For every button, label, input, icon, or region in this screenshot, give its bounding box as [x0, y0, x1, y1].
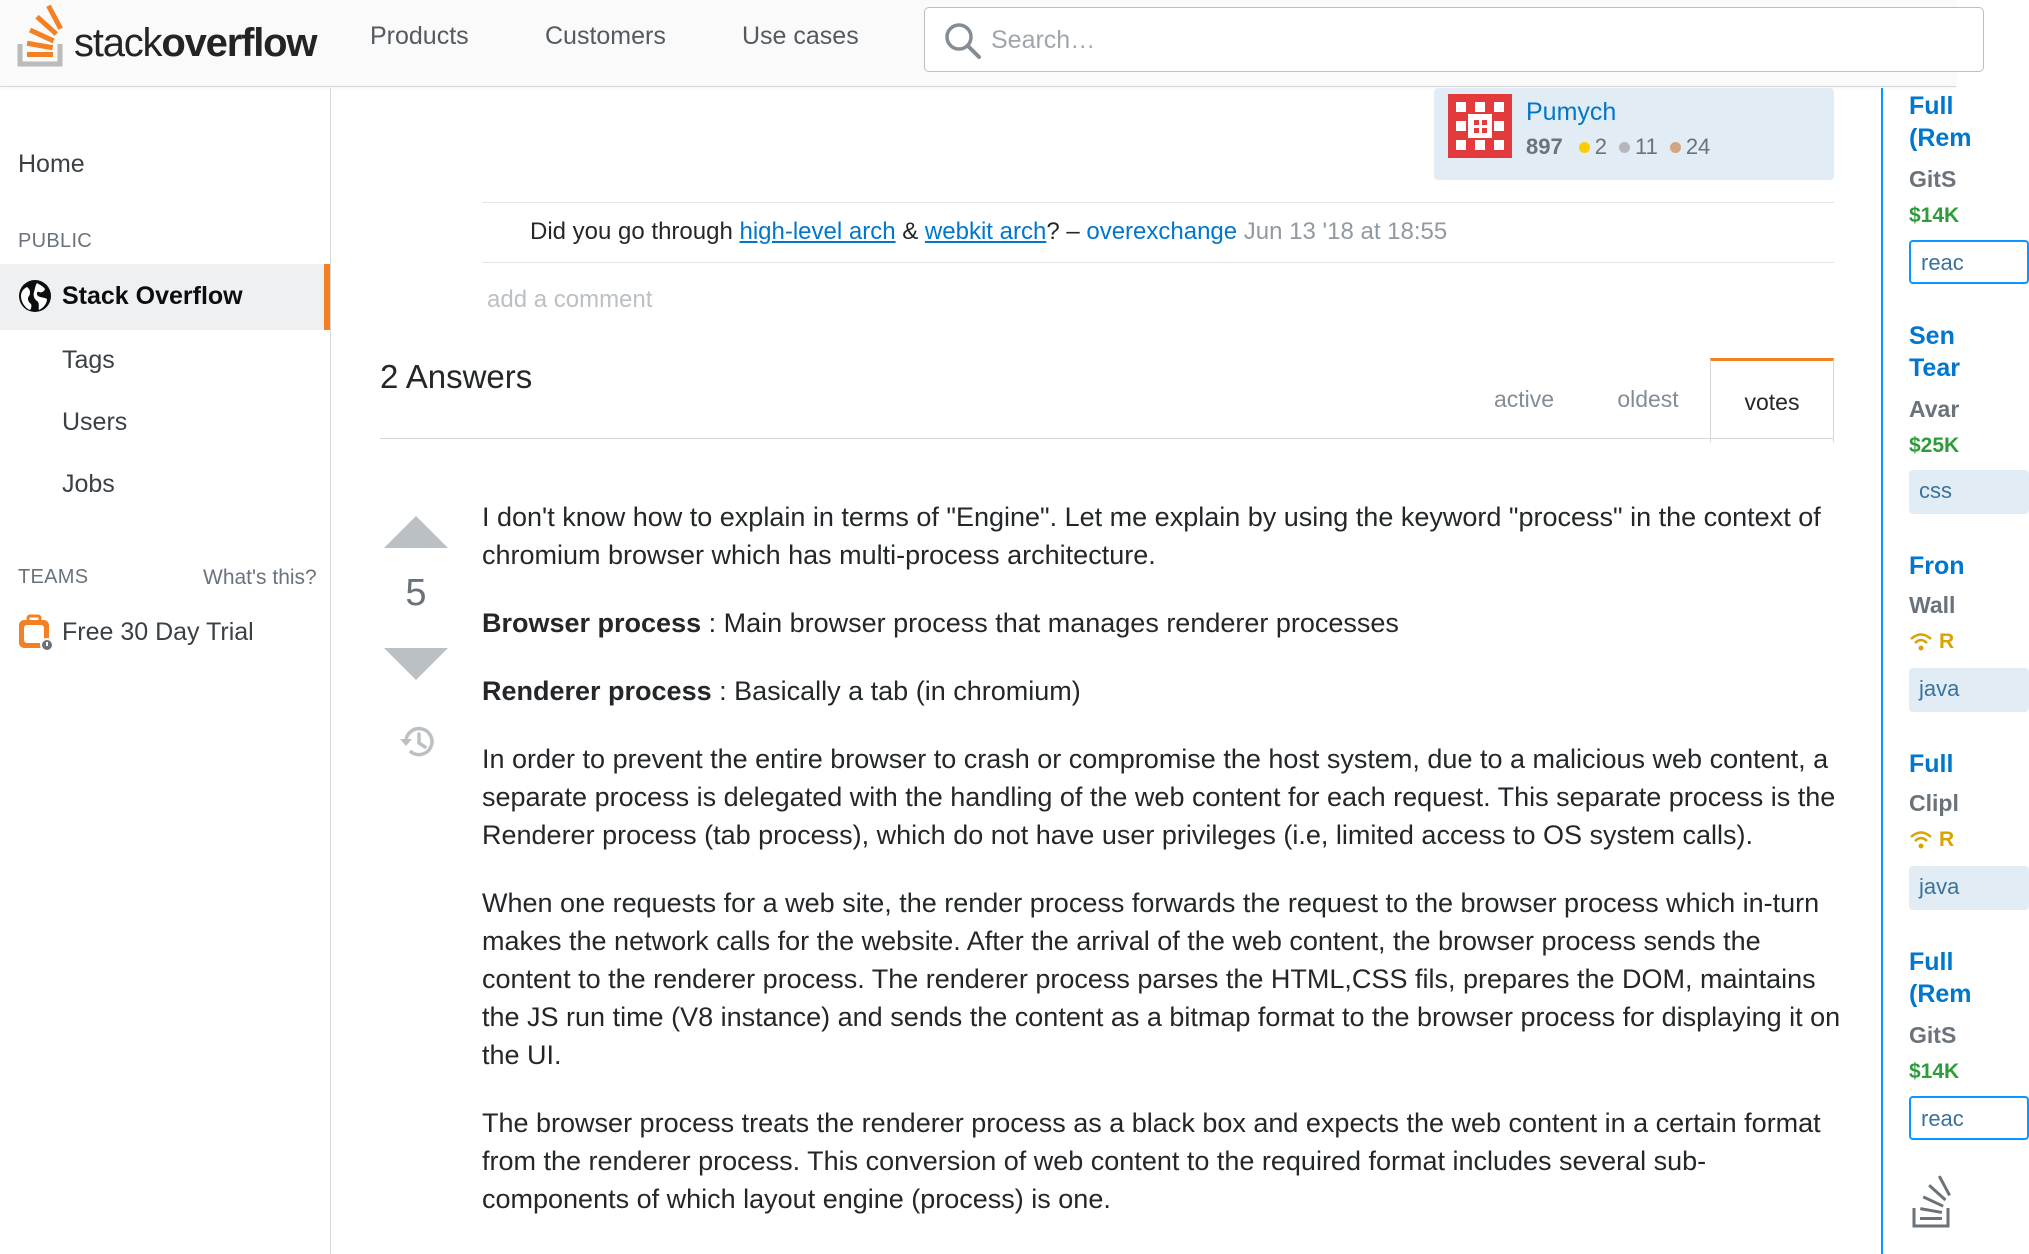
search-input[interactable]	[991, 18, 1891, 62]
job-salary: $25K	[1909, 434, 1960, 457]
silver-badge-count: 11	[1634, 134, 1658, 159]
job-title-link[interactable]: Full	[1909, 92, 1954, 120]
wifi-icon	[1909, 830, 1933, 850]
downvote-arrow-icon[interactable]	[384, 648, 448, 680]
teams-section-header: TEAMS	[18, 566, 89, 588]
renderer-process-label: Renderer process	[482, 676, 712, 706]
user-avatar[interactable]	[1448, 94, 1512, 158]
job-title-link[interactable]: Full	[1909, 750, 1954, 778]
answers-count-header: 2 Answers	[380, 358, 533, 395]
search-icon	[943, 21, 983, 61]
nav-jobs[interactable]: Jobs	[62, 470, 115, 498]
gold-badge-count: 2	[1594, 134, 1607, 159]
question-comment	[530, 218, 1447, 246]
stackoverflow-logo[interactable]	[16, 6, 326, 68]
user-reputation: 897	[1526, 134, 1563, 159]
job-company: GitS	[1909, 1022, 1957, 1048]
free-trial-link[interactable]: Free 30 Day Trial	[62, 618, 254, 646]
job-title-link[interactable]: Tear	[1909, 354, 1960, 382]
nav-stack-overflow[interactable]	[0, 264, 330, 330]
stackoverflow-logo-icon	[16, 6, 68, 68]
webkit-arch-link[interactable]: webkit arch	[924, 218, 1047, 245]
job-title-link[interactable]: Fron	[1909, 552, 1965, 580]
main-content	[332, 88, 1882, 1254]
job-remote-label: R	[1939, 630, 1955, 653]
nav-use-cases[interactable]: Use cases	[742, 22, 859, 50]
vote-count: 5	[405, 572, 427, 614]
job-tag[interactable]: css	[1909, 470, 2029, 514]
comment-user-link[interactable]: overexchange	[1086, 218, 1238, 245]
comment-text-joiner: &	[895, 218, 925, 245]
browser-process-text: : Main browser process that manages renderer processes	[701, 608, 1399, 638]
tab-active[interactable]: active	[1493, 386, 1555, 412]
question-owner-card	[1434, 88, 1834, 180]
add-comment-link[interactable]: add a comment	[487, 286, 653, 313]
tab-oldest[interactable]: oldest	[1617, 386, 1679, 412]
job-remote	[1909, 828, 1954, 852]
job-company: Clipl	[1909, 790, 1959, 816]
job-salary: $14K	[1909, 1060, 1960, 1083]
answer-paragraph: When one requests for a web site, the render process forwards the request to the browser process which in-turn makes the network calls for the website. After the arrival of the web content, the browser process sends the content to the renderer process. The renderer process parses the HTML,CSS fils, prepares the DOM, maintains the JS run time (V8 instance) and sends the content as a bitmap format to the browser process for displaying it on the UI.	[482, 888, 1841, 1070]
comment-date: Jun 13 '18 at 18:55	[1243, 218, 1448, 245]
job-tag[interactable]: java	[1909, 668, 2029, 712]
answers-divider	[380, 438, 1834, 439]
history-icon[interactable]	[398, 722, 438, 762]
nav-stack-overflow-label: Stack Overflow	[62, 282, 243, 310]
answer-paragraph	[482, 604, 1842, 642]
job-company: Avar	[1909, 396, 1960, 422]
comment-divider	[482, 202, 1834, 203]
job-tag[interactable]: reac	[1909, 1096, 2029, 1140]
gold-badge-icon	[1579, 142, 1590, 153]
job-salary: $14K	[1909, 204, 1960, 227]
search-box[interactable]	[924, 7, 1984, 72]
left-sidebar	[0, 88, 331, 1254]
answer-body	[482, 498, 1842, 1248]
answer-sort-tabs	[1462, 358, 1834, 440]
job-title-link[interactable]: Sen	[1909, 322, 1955, 350]
bronze-badge-count: 24	[1685, 134, 1711, 159]
logo-wordmark: stackoverflow	[74, 20, 317, 65]
tab-votes[interactable]: votes	[1710, 358, 1834, 442]
job-company: Wall	[1909, 592, 1956, 618]
job-remote-label: R	[1939, 828, 1955, 851]
stackoverflow-mark-icon	[1911, 1176, 1955, 1230]
renderer-process-text: : Basically a tab (in chromium)	[711, 676, 1081, 706]
whats-this-link[interactable]: What's this?	[203, 566, 317, 589]
upvote-arrow-icon[interactable]	[384, 516, 448, 548]
browser-process-label: Browser process	[482, 608, 702, 638]
job-title-link[interactable]: (Rem	[1909, 980, 1972, 1008]
answer-paragraph	[482, 672, 1842, 710]
globe-icon	[18, 279, 52, 313]
job-tag[interactable]: reac	[1909, 240, 2029, 284]
user-name-link[interactable]: Pumych	[1526, 98, 1617, 126]
wifi-icon	[1909, 632, 1933, 652]
nav-home[interactable]: Home	[18, 150, 85, 178]
answer-paragraph: The browser process treats the renderer process as a black box and expects the web content in a certain format from the renderer process. This conversion of web content to the required format includes several sub-components of which layout engine (process) is one.	[482, 1108, 1821, 1214]
comment-text-prefix: Did you go through	[530, 218, 740, 245]
user-stats	[1526, 134, 1716, 160]
top-bar	[0, 0, 1956, 87]
nav-products[interactable]: Products	[370, 22, 469, 50]
nav-tags[interactable]: Tags	[62, 346, 115, 374]
teams-briefcase-icon	[17, 614, 55, 652]
job-remote	[1909, 630, 1954, 654]
nav-customers[interactable]: Customers	[545, 22, 666, 50]
comment-divider	[482, 262, 1834, 263]
job-title-link[interactable]: Full	[1909, 948, 1954, 976]
job-tag[interactable]: java	[1909, 866, 2029, 910]
job-company: GitS	[1909, 166, 1957, 192]
comment-text-suffix: ? –	[1046, 218, 1087, 245]
bronze-badge-icon	[1670, 142, 1681, 153]
answer-paragraph: I don't know how to explain in terms of "Engine". Let me explain by using the keyword "process" in the context of chromium browser which has multi-process architecture.	[482, 502, 1821, 570]
high-level-arch-link[interactable]: high-level arch	[739, 218, 896, 245]
public-section-header: PUBLIC	[18, 230, 93, 252]
silver-badge-icon	[1619, 142, 1630, 153]
jobs-sidebar	[1881, 88, 1972, 1254]
job-title-link[interactable]: (Rem	[1909, 124, 1972, 152]
nav-users[interactable]: Users	[62, 408, 128, 436]
answer-paragraph: In order to prevent the entire browser to crash or compromise the host system, due to a malicious web content, a separate process is delegated with the handling of the web content for each request. This separate process is the Renderer process (tab process), which do not have user privileges (i.e, limited access to OS system calls).	[482, 744, 1836, 850]
